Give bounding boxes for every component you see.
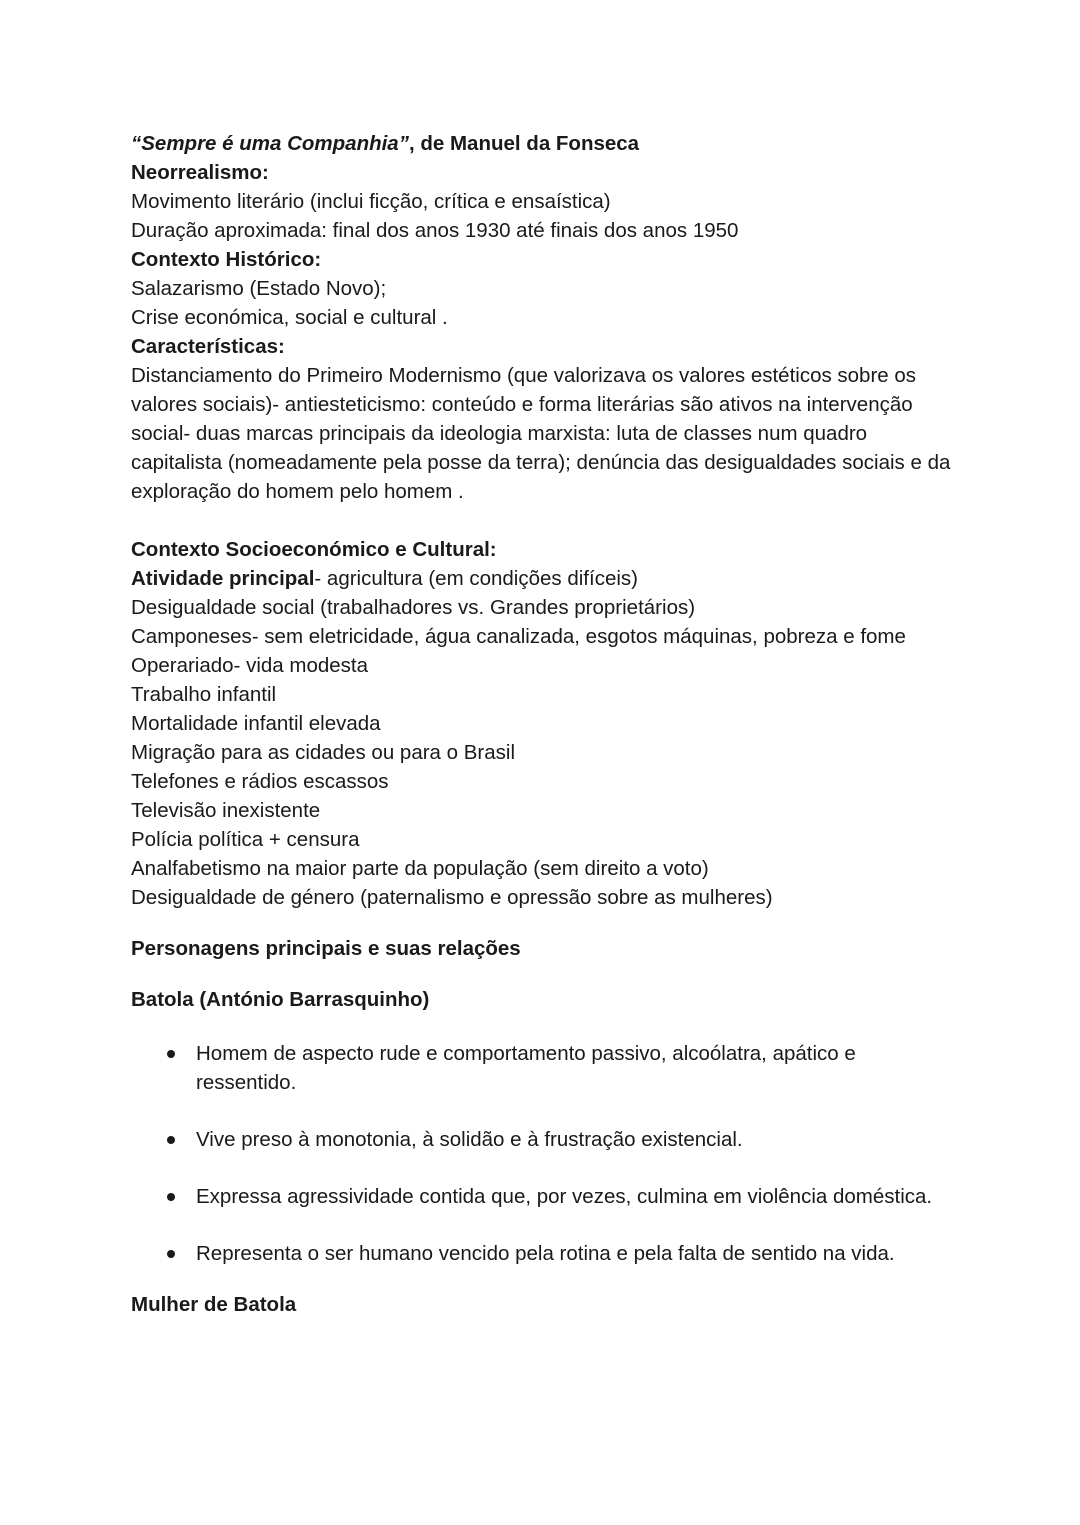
main-activity-line (131, 564, 961, 593)
main-activity-label: Atividade principal (131, 567, 315, 590)
characters-heading: Personagens principais e suas relações (131, 937, 521, 960)
socioeconomic-line: Trabalho infantil (131, 683, 277, 706)
characteristics-heading: Características: (131, 335, 285, 358)
batola-wife-heading: Mulher de Batola (131, 1293, 297, 1316)
list-item (131, 1039, 916, 1097)
neorealism-heading: Neorrealismo: (131, 161, 269, 184)
main-activity-text: - agricultura (em condições difíceis) (314, 567, 638, 590)
batola-heading: Batola (António Barrasquinho) (131, 988, 430, 1011)
list-item-text: Representa o ser humano vencido pela rotina e pela falta de sentido na vida. (196, 1242, 895, 1265)
socioeconomic-line: Desigualdade de género (paternalismo e opressão sobre as mulheres) (131, 886, 773, 909)
document-content (131, 129, 961, 1319)
spacer (131, 1268, 961, 1290)
historical-context-line: Salazarismo (Estado Novo); (131, 277, 387, 300)
list-item (131, 1182, 936, 1211)
socioeconomic-line: Analfabetismo na maior parte da população (sem direito a voto) (131, 857, 709, 880)
spacer (131, 912, 961, 934)
socioeconomic-line: Operariado- vida modesta (131, 654, 369, 677)
batola-traits-list (131, 1039, 961, 1268)
spacer (131, 963, 961, 985)
socioeconomic-line: Televisão inexistente (131, 799, 321, 822)
work-title: “Sempre é uma Companhia” (131, 132, 409, 155)
historical-context-line: Crise económica, social e cultural . (131, 306, 448, 329)
neorealism-line: Movimento literário (inclui ficção, crítica e ensaística) (131, 190, 611, 213)
historical-context-heading: Contexto Histórico: (131, 248, 322, 271)
spacer (131, 1014, 961, 1039)
socioeconomic-heading: Contexto Socioeconómico e Cultural: (131, 538, 497, 561)
bullet-icon (167, 1136, 175, 1144)
bullet-icon (167, 1250, 175, 1258)
characteristics-paragraph: Distanciamento do Primeiro Modernismo (que valorizava os valores estéticos sobre os valores sociais)- antiesteticismo: conteúdo e forma literárias são ativos na intervenção social- duas marcas principais da ideologia marxista: luta de classes num quadro capitalista (nomeadamente pela posse da terra); denúncia das desigualdades sociais e da exploração do homem pelo homem . (131, 364, 951, 503)
socioeconomic-line: Desigualdade social (trabalhadores vs. Grandes proprietários) (131, 596, 696, 619)
list-item-text: Vive preso à monotonia, à solidão e à frustração existencial. (196, 1128, 743, 1151)
socioeconomic-line: Polícia política + censura (131, 828, 360, 851)
list-item-text: Expressa agressividade contida que, por vezes, culmina em violência doméstica. (196, 1185, 933, 1208)
list-item (131, 1239, 961, 1268)
bullet-icon (167, 1050, 175, 1058)
socioeconomic-line: Camponeses- sem eletricidade, água canalizada, esgotos máquinas, pobreza e fome (131, 625, 906, 648)
blank-line (131, 506, 961, 535)
list-item-text: Homem de aspecto rude e comportamento passivo, alcoólatra, apático e ressentido. (196, 1042, 856, 1094)
socioeconomic-line: Mortalidade infantil elevada (131, 712, 381, 735)
neorealism-line: Duração aproximada: final dos anos 1930 até finais dos anos 1950 (131, 219, 739, 242)
title-author: , de Manuel da Fonseca (408, 132, 640, 155)
bullet-icon (167, 1193, 175, 1201)
socioeconomic-line: Migração para as cidades ou para o Brasil (131, 741, 516, 764)
socioeconomic-line: Telefones e rádios escassos (131, 770, 389, 793)
list-item (131, 1125, 961, 1154)
document-title (131, 129, 961, 158)
